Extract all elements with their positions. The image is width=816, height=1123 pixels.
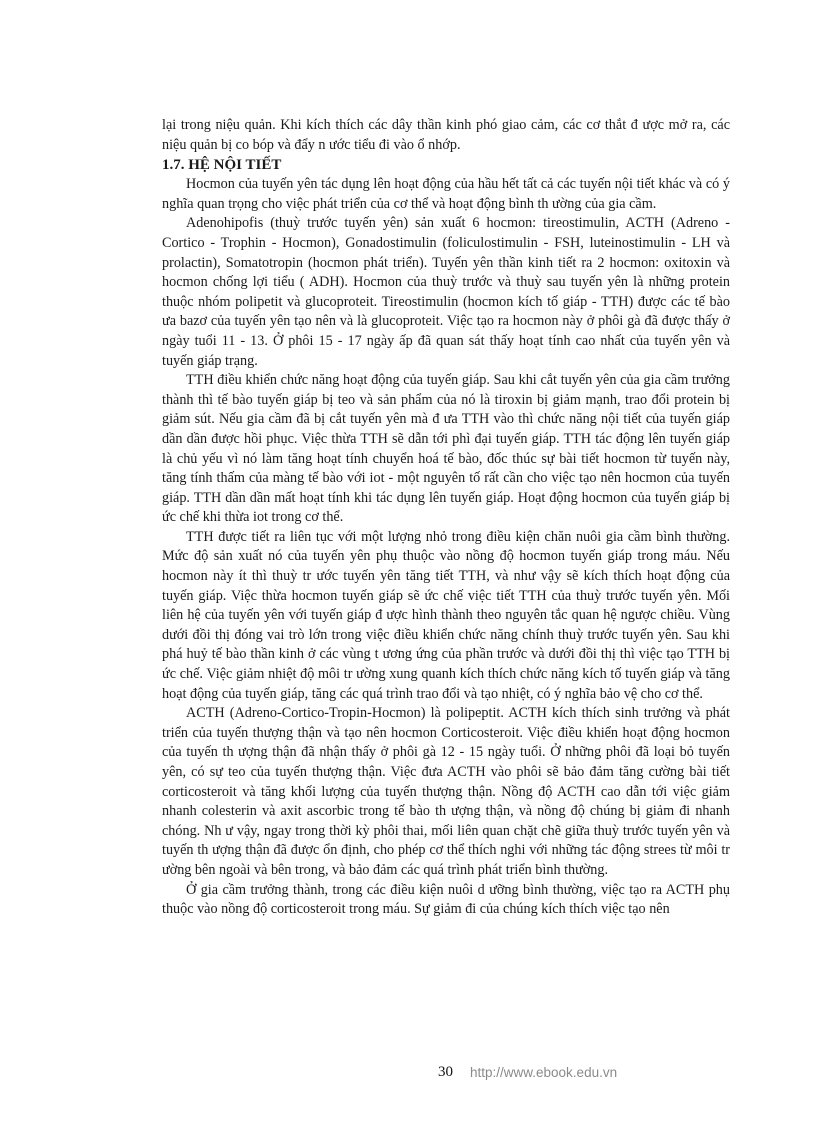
paragraph: ACTH (Adreno-Cortico-Tropin-Hocmon) là polipeptit. ACTH kích thích sinh trưởng và phát triển của tuyến thượng thận và tạo nên hocmon Corticosteroit. Việc điều khiển hoạt động hocmon của tuyến th ượng thận đã nhận thấy ở phôi gà 12 - 15 ngày tuổi. Ở những phôi đã loại bỏ tuyến yên, có sự teo của tuyến thượng thận. Việc đưa ACTH vào phôi sẽ bảo đảm tăng cường bài tiết corticosteroit và tăng khối lượng của tuyến thượng thận. Nồng độ ACTH cao dẫn tới việc giảm nhanh colesterin và axit ascorbic trong tế bào th ượng thận, và nồng độ chúng bị giảm đi nhanh chóng. Nh ư vậy, ngay trong thời kỳ phôi thai, mối liên quan chặt chẽ giữa thuỳ trước tuyến yên và tuyến th ượng thận đã được ổn định, cho phép cơ thể thích nghi với những tác động strees từ môi tr ường bên ngoài và bên trong, và bảo đảm các quá trình phát triển bình thường. bbox=[162, 705, 730, 878]
page-footer bbox=[0, 1064, 816, 1086]
paragraph: Hocmon của tuyến yên tác dụng lên hoạt động của hầu hết tất cả các tuyến nội tiết khác và có ý nghĩa quan trọng cho việc phát triển của cơ thể và hoạt động bình th ường của gia cầm. bbox=[162, 176, 730, 212]
footer-url[interactable]: http://www.ebook.edu.vn bbox=[470, 1065, 618, 1080]
section-heading: 1.7. HỆ NỘI TIẾT bbox=[162, 157, 282, 174]
page-number: 30 bbox=[438, 1064, 453, 1080]
paragraph: TTH điều khiển chức năng hoạt động của tuyến giáp. Sau khi cắt tuyến yên của gia cầm trưởng thành thì tế bào tuyến giáp bị teo và sản phẩm của nó là tiroxin bị giảm mạnh, trao đổi protein bị giảm sút. Nếu gia cầm đã bị cắt tuyến yên mà đ ưa TTH vào thì chức năng nội tiết của tuyến giáp dần dần được hồi phục. Việc thừa TTH sẽ dẫn tới phì đại tuyến giáp. TTH tác động lên tuyến giáp là chủ yếu vì nó làm tăng hoạt tính chuyển hoá tế bào, đốc thúc sự bài tiết hocmon từ tuyến này, tăng tính thấm của màng tế bào với iot - một nguyên tố rất cần cho việc tạo nên hocmon của tuyến giáp. TTH dần dần mất hoạt tính khi tác dụng lên tuyến giáp. Hoạt động hocmon của tuyến giáp bị ức chế khi thừa iot trong cơ thể. bbox=[162, 372, 730, 526]
paragraph: TTH được tiết ra liên tục với một lượng nhỏ trong điều kiện chăn nuôi gia cầm bình thường. Mức độ sản xuất nó của tuyến yên phụ thuộc vào nồng độ hocmon tuyến giáp trong máu. Nếu hocmon này ít thì thuỳ tr ước tuyến yên tăng tiết TTH, và như vậy sẽ kích thích hoạt động của tuyến giáp. Việc thừa hocmon tuyến giáp sẽ ức chế việc tiết TTH của thuỳ trước tuyến yên. Mối liên hệ của tuyến yên với tuyến giáp đ ược hình thành theo nguyên tắc quan hệ ngược chiều. Vùng dưới đồi thị đóng vai trò lớn trong việc điều khiển chức năng chính thuỳ trước tuyến yên. Sau khi phá huỷ tế bào thần kinh ở các vùng t ương ứng của phần trước và dưới đồi thị thì việc tạo TTH bị ức chế. Việc giảm nhiệt độ môi tr ường xung quanh kích thích chức năng kích tố tuyến giáp và tăng hoạt động của tuyến giáp, tăng các quá trình trao đổi và tạo nhiệt, có ý nghĩa bảo vệ cho cơ thể. bbox=[162, 528, 730, 702]
paragraph-continuation: lại trong niệu quản. Khi kích thích các dây thần kinh phó giao cảm, các cơ thắt đ ược mở ra, các niệu quản bị co bóp và đẩy n ước tiểu đi vào ổ nhớp. bbox=[162, 117, 730, 153]
paragraph: Ở gia cầm trưởng thành, trong các điều kiện nuôi d ưỡng bình thường, việc tạo ra ACTH phụ thuộc vào nồng độ corticosteroit trong máu. Sự giảm đi của chúng kích thích việc tạo nên bbox=[162, 881, 730, 918]
page-body bbox=[162, 116, 730, 920]
paragraph: Adenohipofis (thuỳ trước tuyến yên) sản xuất 6 hocmon: tireostimulin, ACTH (Adreno - Cortico - Trophin - Hocmon), Gonadostimulin (foliculostimulin - FSH, luteinostimulin - LH và prolactin), Somatotropin (hocmon phát triển). Tuyến yên thần kinh tiết ra 2 hocmon: oxitoxin và hocmon chống lợi tiểu ( ADH). Hocmon của thuỳ trước và thuỳ sau tuyến yên là những protein thuộc nhóm polipetit và glucoproteit. Tireostimulin (hocmon kích tố giáp - TTH) được các tế bào ưa bazơ của tuyến yên tạo nên và là glucoproteit. Việc tạo ra hocmon này ở phôi gà đã được thấy ở ngày tuổi 11 - 13. Ở phôi 15 - 17 ngày ấp đã quan sát thấy hoạt tính cao nhất của tuyến yên và tuyến giáp trạng. bbox=[162, 215, 730, 369]
